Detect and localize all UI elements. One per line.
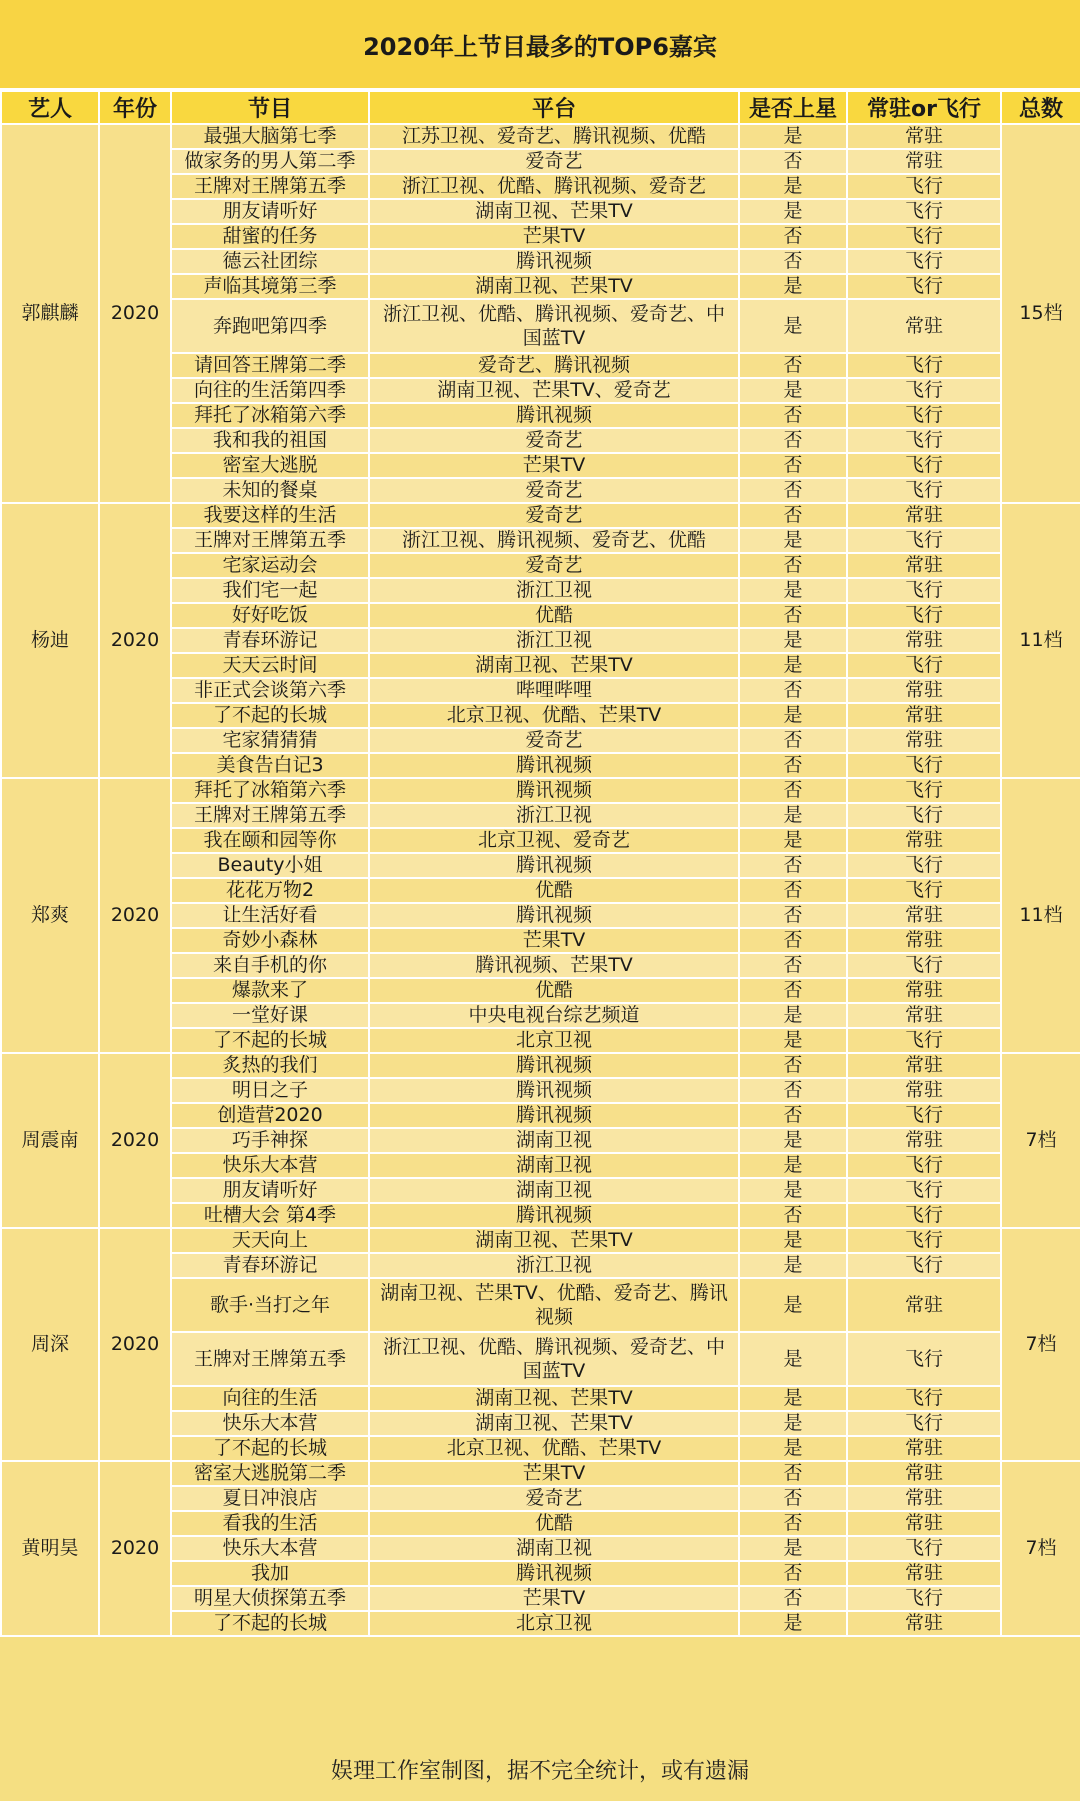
program-cell: 奇妙小森林	[171, 928, 369, 953]
program-cell: 我在颐和园等你	[171, 828, 369, 853]
onstar-cell: 否	[739, 1053, 847, 1078]
program-cell: 拜托了冰箱第六季	[171, 403, 369, 428]
program-cell: 未知的餐桌	[171, 478, 369, 503]
type-cell: 飞行	[847, 1203, 1001, 1228]
program-cell: 天天云时间	[171, 653, 369, 678]
platform-cell: 江苏卫视、爱奇艺、腾讯视频、优酷	[369, 124, 739, 149]
program-cell: 巧手神探	[171, 1128, 369, 1153]
onstar-cell: 否	[739, 1511, 847, 1536]
program-cell: 宅家猜猜猜	[171, 728, 369, 753]
type-cell: 常驻	[847, 1053, 1001, 1078]
header-year: 年份	[99, 91, 171, 124]
type-cell: 常驻	[847, 299, 1001, 353]
platform-cell: 湖南卫视、芒果TV	[369, 1228, 739, 1253]
type-cell: 飞行	[847, 1153, 1001, 1178]
type-cell: 飞行	[847, 778, 1001, 803]
program-cell: 拜托了冰箱第六季	[171, 778, 369, 803]
type-cell: 常驻	[847, 828, 1001, 853]
onstar-cell: 是	[739, 174, 847, 199]
onstar-cell: 否	[739, 224, 847, 249]
artist-cell: 杨迪	[1, 503, 99, 778]
onstar-cell: 否	[739, 149, 847, 174]
onstar-cell: 是	[739, 1003, 847, 1028]
platform-cell: 湖南卫视、芒果TV	[369, 1386, 739, 1411]
platform-cell: 优酷	[369, 978, 739, 1003]
type-cell: 常驻	[847, 1561, 1001, 1586]
platform-cell: 北京卫视、优酷、芒果TV	[369, 703, 739, 728]
program-cell: 声临其境第三季	[171, 274, 369, 299]
artist-cell: 周深	[1, 1228, 99, 1461]
onstar-cell: 否	[739, 978, 847, 1003]
platform-cell: 腾讯视频	[369, 1103, 739, 1128]
table-row	[1, 778, 1080, 803]
program-cell: 王牌对王牌第五季	[171, 803, 369, 828]
program-cell: 快乐大本营	[171, 1411, 369, 1436]
program-cell: 青春环游记	[171, 628, 369, 653]
platform-cell: 爱奇艺	[369, 428, 739, 453]
type-cell: 常驻	[847, 553, 1001, 578]
type-cell: 飞行	[847, 1103, 1001, 1128]
platform-cell: 腾讯视频	[369, 1053, 739, 1078]
platform-cell: 浙江卫视	[369, 803, 739, 828]
onstar-cell: 否	[739, 1586, 847, 1611]
program-cell: 炙热的我们	[171, 1053, 369, 1078]
program-cell: 创造营2020	[171, 1103, 369, 1128]
platform-cell: 湖南卫视、芒果TV	[369, 653, 739, 678]
onstar-cell: 否	[739, 603, 847, 628]
table-row	[1, 503, 1080, 528]
platform-cell: 浙江卫视、优酷、腾讯视频、爱奇艺、中国蓝TV	[369, 1332, 739, 1386]
program-cell: 来自手机的你	[171, 953, 369, 978]
onstar-cell: 否	[739, 878, 847, 903]
artist-cell: 郭麒麟	[1, 124, 99, 503]
platform-cell: 浙江卫视、优酷、腾讯视频、爱奇艺、中国蓝TV	[369, 299, 739, 353]
platform-cell: 爱奇艺、腾讯视频	[369, 353, 739, 378]
type-cell: 常驻	[847, 628, 1001, 653]
platform-cell: 爱奇艺	[369, 1486, 739, 1511]
platform-cell: 湖南卫视	[369, 1178, 739, 1203]
platform-cell: 北京卫视、爱奇艺	[369, 828, 739, 853]
type-cell: 常驻	[847, 903, 1001, 928]
type-cell: 常驻	[847, 1078, 1001, 1103]
type-cell: 常驻	[847, 703, 1001, 728]
total-cell: 7档	[1001, 1461, 1080, 1636]
program-cell: 密室大逃脱	[171, 453, 369, 478]
total-cell: 7档	[1001, 1053, 1080, 1228]
type-cell: 飞行	[847, 753, 1001, 778]
type-cell: 飞行	[847, 803, 1001, 828]
platform-cell: 北京卫视	[369, 1611, 739, 1636]
header-platform: 平台	[369, 91, 739, 124]
program-cell: 王牌对王牌第五季	[171, 174, 369, 199]
program-cell: 花花万物2	[171, 878, 369, 903]
program-cell: 明日之子	[171, 1078, 369, 1103]
onstar-cell: 是	[739, 378, 847, 403]
onstar-cell: 是	[739, 528, 847, 553]
platform-cell: 湖南卫视、芒果TV	[369, 274, 739, 299]
type-cell: 常驻	[847, 124, 1001, 149]
onstar-cell: 否	[739, 1103, 847, 1128]
onstar-cell: 否	[739, 678, 847, 703]
onstar-cell: 否	[739, 1561, 847, 1586]
onstar-cell: 否	[739, 453, 847, 478]
platform-cell: 优酷	[369, 878, 739, 903]
program-cell: 了不起的长城	[171, 1611, 369, 1636]
type-cell: 飞行	[847, 1411, 1001, 1436]
table-row	[1, 1461, 1080, 1486]
type-cell: 飞行	[847, 1253, 1001, 1278]
program-cell: Beauty小姐	[171, 853, 369, 878]
type-cell: 飞行	[847, 853, 1001, 878]
type-cell: 飞行	[847, 403, 1001, 428]
program-cell: 做家务的男人第二季	[171, 149, 369, 174]
year-cell: 2020	[99, 1228, 171, 1461]
program-cell: 天天向上	[171, 1228, 369, 1253]
onstar-cell: 否	[739, 1203, 847, 1228]
platform-cell: 湖南卫视、芒果TV	[369, 1411, 739, 1436]
platform-cell: 浙江卫视	[369, 578, 739, 603]
platform-cell: 腾讯视频	[369, 778, 739, 803]
onstar-cell: 是	[739, 1153, 847, 1178]
onstar-cell: 否	[739, 1486, 847, 1511]
type-cell: 飞行	[847, 878, 1001, 903]
platform-cell: 湖南卫视、芒果TV	[369, 199, 739, 224]
type-cell: 常驻	[847, 928, 1001, 953]
platform-cell: 中央电视台综艺频道	[369, 1003, 739, 1028]
type-cell: 常驻	[847, 1128, 1001, 1153]
year-cell: 2020	[99, 778, 171, 1053]
type-cell: 常驻	[847, 1436, 1001, 1461]
program-cell: 朋友请听好	[171, 199, 369, 224]
platform-cell: 腾讯视频	[369, 1203, 739, 1228]
type-cell: 飞行	[847, 1586, 1001, 1611]
program-cell: 快乐大本营	[171, 1153, 369, 1178]
type-cell: 常驻	[847, 1461, 1001, 1486]
total-cell: 15档	[1001, 124, 1080, 503]
type-cell: 飞行	[847, 578, 1001, 603]
program-cell: 王牌对王牌第五季	[171, 1332, 369, 1386]
platform-cell: 优酷	[369, 603, 739, 628]
platform-cell: 腾讯视频	[369, 1078, 739, 1103]
platform-cell: 浙江卫视	[369, 1253, 739, 1278]
type-cell: 飞行	[847, 249, 1001, 274]
type-cell: 飞行	[847, 528, 1001, 553]
program-cell: 朋友请听好	[171, 1178, 369, 1203]
platform-cell: 湖南卫视	[369, 1128, 739, 1153]
type-cell: 飞行	[847, 1386, 1001, 1411]
type-cell: 常驻	[847, 1611, 1001, 1636]
year-cell: 2020	[99, 1053, 171, 1228]
onstar-cell: 是	[739, 803, 847, 828]
onstar-cell: 是	[739, 578, 847, 603]
type-cell: 常驻	[847, 978, 1001, 1003]
program-cell: 吐槽大会 第4季	[171, 1203, 369, 1228]
program-cell: 奔跑吧第四季	[171, 299, 369, 353]
type-cell: 飞行	[847, 224, 1001, 249]
program-cell: 歌手·当打之年	[171, 1278, 369, 1332]
onstar-cell: 否	[739, 553, 847, 578]
onstar-cell: 是	[739, 1028, 847, 1053]
type-cell: 常驻	[847, 1003, 1001, 1028]
header-type: 常驻or飞行	[847, 91, 1001, 124]
footer-note: 娱理工作室制图，据不完全统计，或有遗漏	[0, 1737, 1080, 1801]
onstar-cell: 是	[739, 299, 847, 353]
onstar-cell: 是	[739, 1228, 847, 1253]
type-cell: 飞行	[847, 1332, 1001, 1386]
platform-cell: 北京卫视	[369, 1028, 739, 1053]
platform-cell: 北京卫视、优酷、芒果TV	[369, 1436, 739, 1461]
guest-table	[0, 90, 1080, 1637]
type-cell: 飞行	[847, 174, 1001, 199]
type-cell: 飞行	[847, 353, 1001, 378]
platform-cell: 爱奇艺	[369, 149, 739, 174]
platform-cell: 爱奇艺	[369, 503, 739, 528]
total-cell: 11档	[1001, 778, 1080, 1053]
platform-cell: 浙江卫视、腾讯视频、爱奇艺、优酷	[369, 528, 739, 553]
page-title: 2020年上节目最多的TOP6嘉宾	[0, 0, 1080, 90]
onstar-cell: 是	[739, 1411, 847, 1436]
program-cell: 看我的生活	[171, 1511, 369, 1536]
platform-cell: 腾讯视频	[369, 1561, 739, 1586]
header-row	[1, 91, 1080, 124]
onstar-cell: 否	[739, 728, 847, 753]
type-cell: 飞行	[847, 428, 1001, 453]
onstar-cell: 是	[739, 703, 847, 728]
onstar-cell: 否	[739, 753, 847, 778]
platform-cell: 哔哩哔哩	[369, 678, 739, 703]
program-cell: 美食告白记3	[171, 753, 369, 778]
header-onstar: 是否上星	[739, 91, 847, 124]
type-cell: 飞行	[847, 1178, 1001, 1203]
onstar-cell: 否	[739, 1461, 847, 1486]
year-cell: 2020	[99, 124, 171, 503]
total-cell: 11档	[1001, 503, 1080, 778]
program-cell: 向往的生活	[171, 1386, 369, 1411]
header-total: 总数	[1001, 91, 1080, 124]
onstar-cell: 是	[739, 199, 847, 224]
program-cell: 让生活好看	[171, 903, 369, 928]
header-artist: 艺人	[1, 91, 99, 124]
program-cell: 青春环游记	[171, 1253, 369, 1278]
platform-cell: 优酷	[369, 1511, 739, 1536]
header-program: 节目	[171, 91, 369, 124]
platform-cell: 腾讯视频	[369, 403, 739, 428]
type-cell: 飞行	[847, 478, 1001, 503]
onstar-cell: 是	[739, 1128, 847, 1153]
onstar-cell: 是	[739, 1611, 847, 1636]
onstar-cell: 否	[739, 853, 847, 878]
program-cell: 好好吃饭	[171, 603, 369, 628]
type-cell: 常驻	[847, 149, 1001, 174]
platform-cell: 腾讯视频	[369, 249, 739, 274]
type-cell: 飞行	[847, 199, 1001, 224]
table-row	[1, 124, 1080, 149]
onstar-cell: 否	[739, 249, 847, 274]
platform-cell: 芒果TV	[369, 224, 739, 249]
table-row	[1, 1228, 1080, 1253]
onstar-cell: 否	[739, 953, 847, 978]
onstar-cell: 否	[739, 478, 847, 503]
onstar-cell: 是	[739, 124, 847, 149]
program-cell: 明星大侦探第五季	[171, 1586, 369, 1611]
onstar-cell: 是	[739, 1536, 847, 1561]
type-cell: 飞行	[847, 274, 1001, 299]
type-cell: 常驻	[847, 1278, 1001, 1332]
onstar-cell: 是	[739, 653, 847, 678]
program-cell: 我加	[171, 1561, 369, 1586]
year-cell: 2020	[99, 503, 171, 778]
type-cell: 常驻	[847, 728, 1001, 753]
type-cell: 飞行	[847, 1028, 1001, 1053]
onstar-cell: 是	[739, 1436, 847, 1461]
table-header	[1, 91, 1080, 124]
platform-cell: 湖南卫视	[369, 1536, 739, 1561]
type-cell: 飞行	[847, 653, 1001, 678]
program-cell: 了不起的长城	[171, 1436, 369, 1461]
total-cell: 7档	[1001, 1228, 1080, 1461]
onstar-cell: 是	[739, 1386, 847, 1411]
onstar-cell: 否	[739, 503, 847, 528]
program-cell: 我和我的祖国	[171, 428, 369, 453]
platform-cell: 湖南卫视、芒果TV、优酷、爱奇艺、腾讯视频	[369, 1278, 739, 1332]
type-cell: 常驻	[847, 503, 1001, 528]
onstar-cell: 否	[739, 353, 847, 378]
program-cell: 德云社团综	[171, 249, 369, 274]
onstar-cell: 是	[739, 1332, 847, 1386]
platform-cell: 腾讯视频	[369, 853, 739, 878]
type-cell: 常驻	[847, 1511, 1001, 1536]
program-cell: 了不起的长城	[171, 703, 369, 728]
type-cell: 飞行	[847, 603, 1001, 628]
type-cell: 飞行	[847, 953, 1001, 978]
program-cell: 向往的生活第四季	[171, 378, 369, 403]
program-cell: 了不起的长城	[171, 1028, 369, 1053]
platform-cell: 浙江卫视、优酷、腾讯视频、爱奇艺	[369, 174, 739, 199]
type-cell: 飞行	[847, 1536, 1001, 1561]
program-cell: 密室大逃脱第二季	[171, 1461, 369, 1486]
platform-cell: 浙江卫视	[369, 628, 739, 653]
program-cell: 夏日冲浪店	[171, 1486, 369, 1511]
program-cell: 我们宅一起	[171, 578, 369, 603]
platform-cell: 腾讯视频	[369, 903, 739, 928]
program-cell: 一堂好课	[171, 1003, 369, 1028]
artist-cell: 郑爽	[1, 778, 99, 1053]
platform-cell: 爱奇艺	[369, 478, 739, 503]
platform-cell: 芒果TV	[369, 1461, 739, 1486]
table-row	[1, 1053, 1080, 1078]
onstar-cell: 否	[739, 778, 847, 803]
type-cell: 常驻	[847, 678, 1001, 703]
type-cell: 常驻	[847, 1486, 1001, 1511]
type-cell: 飞行	[847, 378, 1001, 403]
year-cell: 2020	[99, 1461, 171, 1636]
artist-cell: 黄明昊	[1, 1461, 99, 1636]
platform-cell: 爱奇艺	[369, 553, 739, 578]
onstar-cell: 是	[739, 1178, 847, 1203]
program-cell: 宅家运动会	[171, 553, 369, 578]
onstar-cell: 是	[739, 628, 847, 653]
program-cell: 我要这样的生活	[171, 503, 369, 528]
program-cell: 最强大脑第七季	[171, 124, 369, 149]
program-cell: 王牌对王牌第五季	[171, 528, 369, 553]
onstar-cell: 否	[739, 903, 847, 928]
onstar-cell: 是	[739, 828, 847, 853]
program-cell: 快乐大本营	[171, 1536, 369, 1561]
platform-cell: 芒果TV	[369, 453, 739, 478]
onstar-cell: 否	[739, 403, 847, 428]
onstar-cell: 是	[739, 1278, 847, 1332]
program-cell: 请回答王牌第二季	[171, 353, 369, 378]
onstar-cell: 否	[739, 928, 847, 953]
onstar-cell: 是	[739, 1253, 847, 1278]
onstar-cell: 否	[739, 428, 847, 453]
type-cell: 飞行	[847, 453, 1001, 478]
platform-cell: 腾讯视频	[369, 753, 739, 778]
platform-cell: 湖南卫视	[369, 1153, 739, 1178]
platform-cell: 芒果TV	[369, 928, 739, 953]
type-cell: 飞行	[847, 1228, 1001, 1253]
platform-cell: 腾讯视频、芒果TV	[369, 953, 739, 978]
onstar-cell: 是	[739, 274, 847, 299]
platform-cell: 湖南卫视、芒果TV、爱奇艺	[369, 378, 739, 403]
program-cell: 爆款来了	[171, 978, 369, 1003]
platform-cell: 芒果TV	[369, 1586, 739, 1611]
onstar-cell: 否	[739, 1078, 847, 1103]
program-cell: 非正式会谈第六季	[171, 678, 369, 703]
artist-cell: 周震南	[1, 1053, 99, 1228]
program-cell: 甜蜜的任务	[171, 224, 369, 249]
table-body	[1, 124, 1080, 1636]
platform-cell: 爱奇艺	[369, 728, 739, 753]
